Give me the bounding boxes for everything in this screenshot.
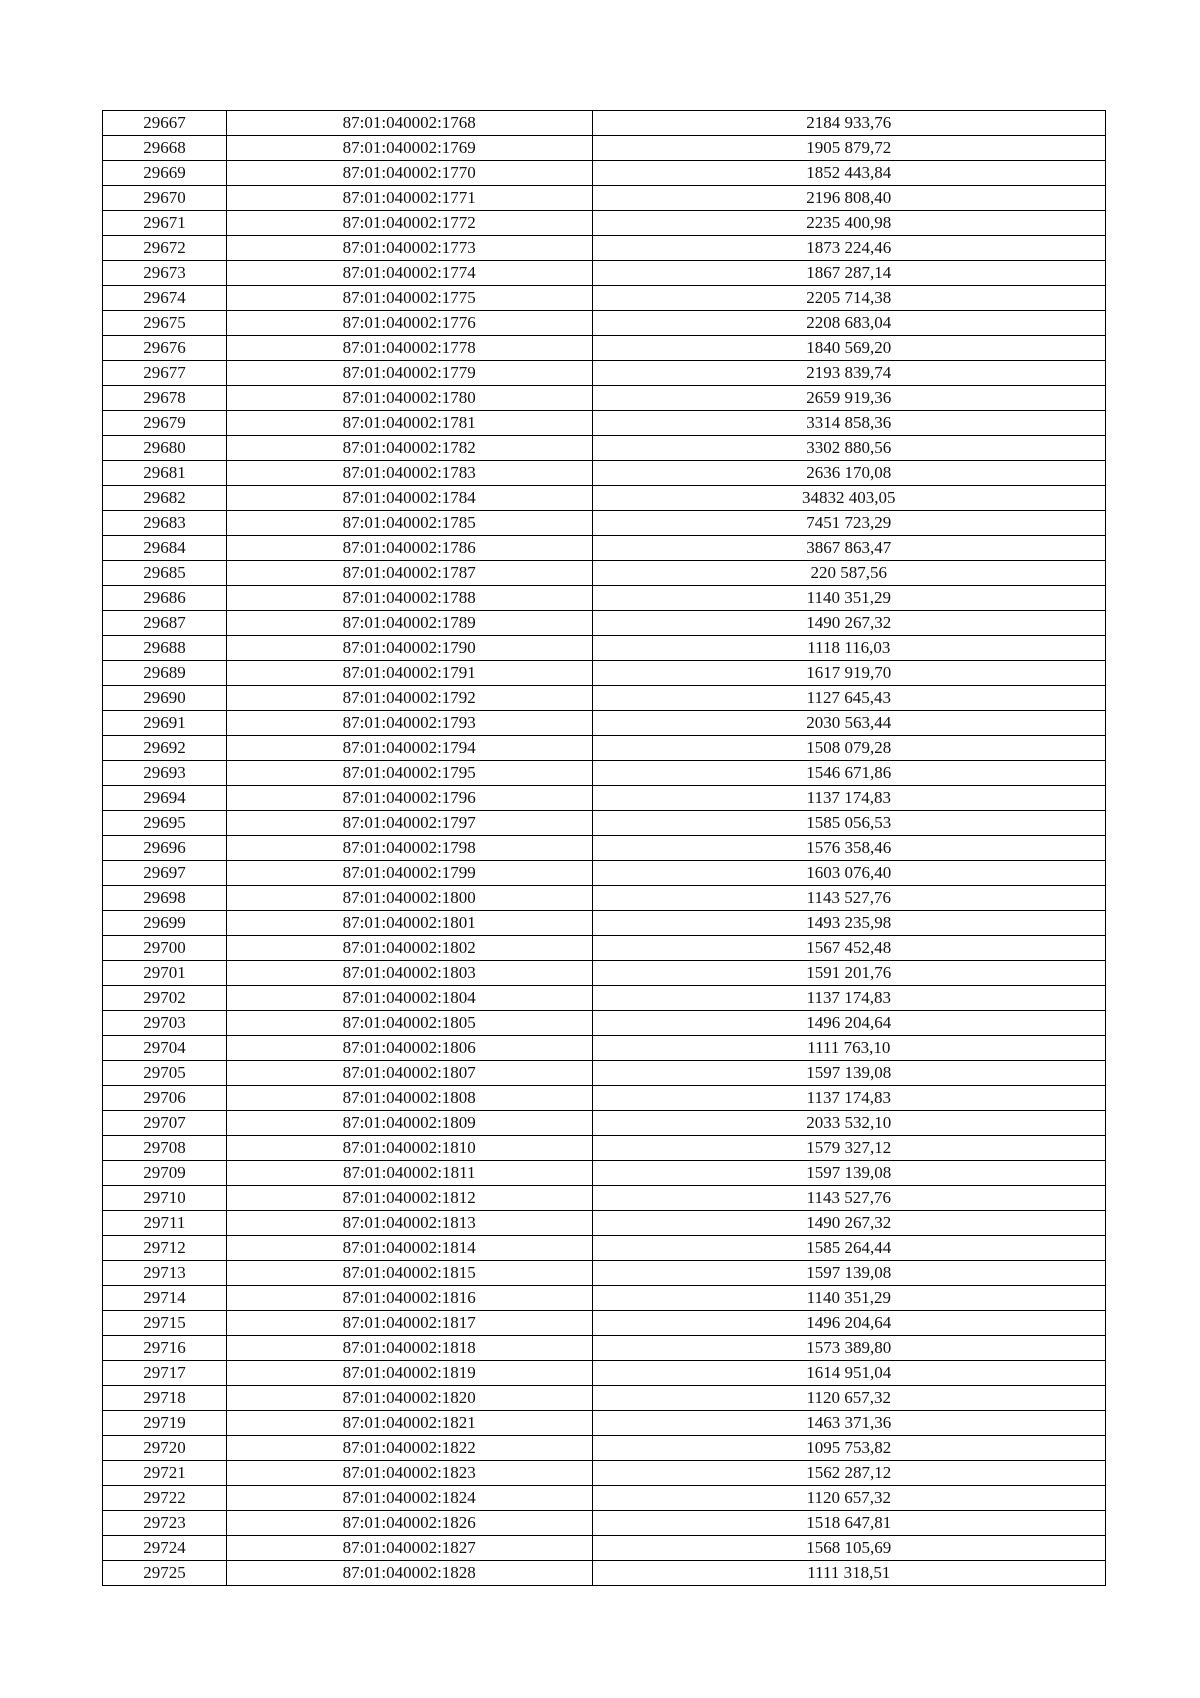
table-row: [103, 1186, 1106, 1211]
cadastral-number-cell: 87:01:040002:1799: [226, 861, 592, 886]
cadastral-number-cell: 87:01:040002:1791: [226, 661, 592, 686]
row-number-cell: 29697: [103, 861, 227, 886]
cadastral-number-cell: 87:01:040002:1811: [226, 1161, 592, 1186]
table-row: [103, 786, 1106, 811]
cadastral-number-cell: 87:01:040002:1816: [226, 1286, 592, 1311]
table-row: [103, 486, 1106, 511]
table-row: [103, 536, 1106, 561]
cadastral-value-cell: 1568 105,69: [592, 1536, 1105, 1561]
cadastral-value-cell: 1140 351,29: [592, 1286, 1105, 1311]
cadastral-number-cell: 87:01:040002:1817: [226, 1311, 592, 1336]
cadastral-value-cell: 1095 753,82: [592, 1436, 1105, 1461]
cadastral-number-cell: 87:01:040002:1805: [226, 1011, 592, 1036]
row-number-cell: 29689: [103, 661, 227, 686]
cadastral-value-cell: 1591 201,76: [592, 961, 1105, 986]
table-row: [103, 1011, 1106, 1036]
row-number-cell: 29694: [103, 786, 227, 811]
table-row: [103, 311, 1106, 336]
table-body: [103, 111, 1106, 1586]
table-row: [103, 361, 1106, 386]
cadastral-value-cell: 1518 647,81: [592, 1511, 1105, 1536]
cadastral-value-cell: 1118 116,03: [592, 636, 1105, 661]
table-row: [103, 1136, 1106, 1161]
cadastral-value-cell: 1143 527,76: [592, 886, 1105, 911]
table-row: [103, 686, 1106, 711]
row-number-cell: 29681: [103, 461, 227, 486]
row-number-cell: 29686: [103, 586, 227, 611]
cadastral-number-cell: 87:01:040002:1789: [226, 611, 592, 636]
table-row: [103, 561, 1106, 586]
table-row: [103, 836, 1106, 861]
cadastral-number-cell: 87:01:040002:1776: [226, 311, 592, 336]
cadastral-value-cell: 1597 139,08: [592, 1161, 1105, 1186]
table-row: [103, 261, 1106, 286]
table-row: [103, 611, 1106, 636]
row-number-cell: 29712: [103, 1236, 227, 1261]
row-number-cell: 29715: [103, 1311, 227, 1336]
row-number-cell: 29720: [103, 1436, 227, 1461]
cadastral-value-cell: 2636 170,08: [592, 461, 1105, 486]
cadastral-number-cell: 87:01:040002:1794: [226, 736, 592, 761]
row-number-cell: 29677: [103, 361, 227, 386]
table-row: [103, 761, 1106, 786]
cadastral-value-cell: 1111 318,51: [592, 1561, 1105, 1586]
row-number-cell: 29724: [103, 1536, 227, 1561]
cadastral-value-cell: 220 587,56: [592, 561, 1105, 586]
cadastral-value-cell: 2659 919,36: [592, 386, 1105, 411]
row-number-cell: 29719: [103, 1411, 227, 1436]
table-row: [103, 1061, 1106, 1086]
cadastral-number-cell: 87:01:040002:1796: [226, 786, 592, 811]
cadastral-number-cell: 87:01:040002:1788: [226, 586, 592, 611]
cadastral-value-cell: 1140 351,29: [592, 586, 1105, 611]
table-row: [103, 111, 1106, 136]
cadastral-number-cell: 87:01:040002:1768: [226, 111, 592, 136]
cadastral-number-cell: 87:01:040002:1798: [226, 836, 592, 861]
table-row: [103, 636, 1106, 661]
cadastral-number-cell: 87:01:040002:1785: [226, 511, 592, 536]
table-row: [103, 211, 1106, 236]
cadastral-number-cell: 87:01:040002:1779: [226, 361, 592, 386]
table-row: [103, 1261, 1106, 1286]
cadastral-value-cell: 1463 371,36: [592, 1411, 1105, 1436]
table-row: [103, 136, 1106, 161]
cadastral-value-cell: 2184 933,76: [592, 111, 1105, 136]
row-number-cell: 29696: [103, 836, 227, 861]
row-number-cell: 29672: [103, 236, 227, 261]
cadastral-number-cell: 87:01:040002:1818: [226, 1336, 592, 1361]
cadastral-value-cell: 1120 657,32: [592, 1386, 1105, 1411]
row-number-cell: 29714: [103, 1286, 227, 1311]
table-row: [103, 386, 1106, 411]
row-number-cell: 29673: [103, 261, 227, 286]
row-number-cell: 29717: [103, 1361, 227, 1386]
row-number-cell: 29702: [103, 986, 227, 1011]
table-row: [103, 461, 1106, 486]
cadastral-number-cell: 87:01:040002:1786: [226, 536, 592, 561]
table-row: [103, 336, 1106, 361]
cadastral-value-cell: 1840 569,20: [592, 336, 1105, 361]
cadastral-number-cell: 87:01:040002:1815: [226, 1261, 592, 1286]
cadastral-value-cell: 2030 563,44: [592, 711, 1105, 736]
cadastral-value-cell: 1493 235,98: [592, 911, 1105, 936]
row-number-cell: 29668: [103, 136, 227, 161]
table-row: [103, 861, 1106, 886]
cadastral-number-cell: 87:01:040002:1771: [226, 186, 592, 211]
table-row: [103, 711, 1106, 736]
row-number-cell: 29691: [103, 711, 227, 736]
cadastral-number-cell: 87:01:040002:1806: [226, 1036, 592, 1061]
table-row: [103, 1286, 1106, 1311]
row-number-cell: 29685: [103, 561, 227, 586]
row-number-cell: 29695: [103, 811, 227, 836]
cadastral-value-cell: 1579 327,12: [592, 1136, 1105, 1161]
cadastral-value-cell: 7451 723,29: [592, 511, 1105, 536]
cadastral-number-cell: 87:01:040002:1822: [226, 1436, 592, 1461]
row-number-cell: 29690: [103, 686, 227, 711]
cadastral-number-cell: 87:01:040002:1797: [226, 811, 592, 836]
cadastral-number-cell: 87:01:040002:1808: [226, 1086, 592, 1111]
cadastral-number-cell: 87:01:040002:1802: [226, 936, 592, 961]
cadastral-value-cell: 1905 879,72: [592, 136, 1105, 161]
row-number-cell: 29703: [103, 1011, 227, 1036]
table-row: [103, 1386, 1106, 1411]
row-number-cell: 29709: [103, 1161, 227, 1186]
row-number-cell: 29722: [103, 1486, 227, 1511]
cadastral-number-cell: 87:01:040002:1790: [226, 636, 592, 661]
table-row: [103, 186, 1106, 211]
cadastral-value-table: [102, 110, 1106, 1586]
cadastral-value-cell: 3867 863,47: [592, 536, 1105, 561]
row-number-cell: 29705: [103, 1061, 227, 1086]
row-number-cell: 29725: [103, 1561, 227, 1586]
cadastral-number-cell: 87:01:040002:1819: [226, 1361, 592, 1386]
row-number-cell: 29718: [103, 1386, 227, 1411]
cadastral-value-cell: 1127 645,43: [592, 686, 1105, 711]
cadastral-value-cell: 1137 174,83: [592, 786, 1105, 811]
row-number-cell: 29723: [103, 1511, 227, 1536]
row-number-cell: 29721: [103, 1461, 227, 1486]
cadastral-value-cell: 2205 714,38: [592, 286, 1105, 311]
cadastral-number-cell: 87:01:040002:1773: [226, 236, 592, 261]
cadastral-number-cell: 87:01:040002:1814: [226, 1236, 592, 1261]
cadastral-value-cell: 1576 358,46: [592, 836, 1105, 861]
cadastral-number-cell: 87:01:040002:1792: [226, 686, 592, 711]
cadastral-number-cell: 87:01:040002:1772: [226, 211, 592, 236]
table-row: [103, 1511, 1106, 1536]
table-row: [103, 511, 1106, 536]
table-row: [103, 1311, 1106, 1336]
cadastral-number-cell: 87:01:040002:1769: [226, 136, 592, 161]
cadastral-value-cell: 34832 403,05: [592, 486, 1105, 511]
table-row: [103, 436, 1106, 461]
cadastral-value-cell: 1567 452,48: [592, 936, 1105, 961]
cadastral-value-cell: 1617 919,70: [592, 661, 1105, 686]
row-number-cell: 29699: [103, 911, 227, 936]
table-row: [103, 1111, 1106, 1136]
table-row: [103, 886, 1106, 911]
row-number-cell: 29710: [103, 1186, 227, 1211]
cadastral-number-cell: 87:01:040002:1827: [226, 1536, 592, 1561]
table-row: [103, 661, 1106, 686]
cadastral-number-cell: 87:01:040002:1828: [226, 1561, 592, 1586]
row-number-cell: 29678: [103, 386, 227, 411]
cadastral-number-cell: 87:01:040002:1778: [226, 336, 592, 361]
row-number-cell: 29701: [103, 961, 227, 986]
table-row: [103, 811, 1106, 836]
cadastral-value-cell: 1852 443,84: [592, 161, 1105, 186]
row-number-cell: 29704: [103, 1036, 227, 1061]
cadastral-value-cell: 1120 657,32: [592, 1486, 1105, 1511]
row-number-cell: 29670: [103, 186, 227, 211]
table-row: [103, 1411, 1106, 1436]
table-row: [103, 1236, 1106, 1261]
cadastral-value-cell: 1143 527,76: [592, 1186, 1105, 1211]
cadastral-number-cell: 87:01:040002:1795: [226, 761, 592, 786]
cadastral-number-cell: 87:01:040002:1810: [226, 1136, 592, 1161]
cadastral-value-cell: 1496 204,64: [592, 1011, 1105, 1036]
row-number-cell: 29688: [103, 636, 227, 661]
cadastral-value-cell: 2208 683,04: [592, 311, 1105, 336]
cadastral-number-cell: 87:01:040002:1813: [226, 1211, 592, 1236]
cadastral-number-cell: 87:01:040002:1821: [226, 1411, 592, 1436]
cadastral-value-cell: 3314 858,36: [592, 411, 1105, 436]
cadastral-number-cell: 87:01:040002:1774: [226, 261, 592, 286]
row-number-cell: 29676: [103, 336, 227, 361]
cadastral-value-cell: 1508 079,28: [592, 736, 1105, 761]
cadastral-value-cell: 1614 951,04: [592, 1361, 1105, 1386]
row-number-cell: 29679: [103, 411, 227, 436]
row-number-cell: 29669: [103, 161, 227, 186]
cadastral-number-cell: 87:01:040002:1781: [226, 411, 592, 436]
cadastral-value-cell: 2196 808,40: [592, 186, 1105, 211]
table-row: [103, 1086, 1106, 1111]
row-number-cell: 29682: [103, 486, 227, 511]
cadastral-value-cell: 1873 224,46: [592, 236, 1105, 261]
cadastral-number-cell: 87:01:040002:1780: [226, 386, 592, 411]
row-number-cell: 29693: [103, 761, 227, 786]
row-number-cell: 29680: [103, 436, 227, 461]
cadastral-number-cell: 87:01:040002:1801: [226, 911, 592, 936]
table-row: [103, 1461, 1106, 1486]
cadastral-value-cell: 1867 287,14: [592, 261, 1105, 286]
cadastral-number-cell: 87:01:040002:1812: [226, 1186, 592, 1211]
row-number-cell: 29711: [103, 1211, 227, 1236]
cadastral-number-cell: 87:01:040002:1770: [226, 161, 592, 186]
row-number-cell: 29698: [103, 886, 227, 911]
table-row: [103, 1211, 1106, 1236]
row-number-cell: 29683: [103, 511, 227, 536]
cadastral-value-cell: 2235 400,98: [592, 211, 1105, 236]
row-number-cell: 29700: [103, 936, 227, 961]
table-row: [103, 286, 1106, 311]
cadastral-value-cell: 1603 076,40: [592, 861, 1105, 886]
table-row: [103, 986, 1106, 1011]
cadastral-number-cell: 87:01:040002:1793: [226, 711, 592, 736]
cadastral-number-cell: 87:01:040002:1775: [226, 286, 592, 311]
table-row: [103, 236, 1106, 261]
table-row: [103, 936, 1106, 961]
table-row: [103, 911, 1106, 936]
cadastral-number-cell: 87:01:040002:1807: [226, 1061, 592, 1086]
cadastral-value-cell: 1573 389,80: [592, 1336, 1105, 1361]
cadastral-number-cell: 87:01:040002:1826: [226, 1511, 592, 1536]
cadastral-number-cell: 87:01:040002:1823: [226, 1461, 592, 1486]
cadastral-value-cell: 1562 287,12: [592, 1461, 1105, 1486]
cadastral-value-cell: 1137 174,83: [592, 986, 1105, 1011]
cadastral-value-cell: 3302 880,56: [592, 436, 1105, 461]
table-row: [103, 1561, 1106, 1586]
row-number-cell: 29716: [103, 1336, 227, 1361]
cadastral-number-cell: 87:01:040002:1782: [226, 436, 592, 461]
row-number-cell: 29684: [103, 536, 227, 561]
table-row: [103, 411, 1106, 436]
row-number-cell: 29708: [103, 1136, 227, 1161]
table-row: [103, 961, 1106, 986]
row-number-cell: 29692: [103, 736, 227, 761]
cadastral-number-cell: 87:01:040002:1804: [226, 986, 592, 1011]
table-row: [103, 736, 1106, 761]
row-number-cell: 29667: [103, 111, 227, 136]
cadastral-value-cell: 1597 139,08: [592, 1261, 1105, 1286]
row-number-cell: 29707: [103, 1111, 227, 1136]
cadastral-value-cell: 1546 671,86: [592, 761, 1105, 786]
cadastral-number-cell: 87:01:040002:1820: [226, 1386, 592, 1411]
cadastral-number-cell: 87:01:040002:1803: [226, 961, 592, 986]
row-number-cell: 29674: [103, 286, 227, 311]
cadastral-value-cell: 1496 204,64: [592, 1311, 1105, 1336]
cadastral-number-cell: 87:01:040002:1784: [226, 486, 592, 511]
table-row: [103, 1536, 1106, 1561]
cadastral-number-cell: 87:01:040002:1783: [226, 461, 592, 486]
row-number-cell: 29675: [103, 311, 227, 336]
table-row: [103, 161, 1106, 186]
cadastral-value-cell: 1585 056,53: [592, 811, 1105, 836]
cadastral-number-cell: 87:01:040002:1787: [226, 561, 592, 586]
cadastral-value-cell: 1585 264,44: [592, 1236, 1105, 1261]
row-number-cell: 29706: [103, 1086, 227, 1111]
cadastral-value-cell: 2193 839,74: [592, 361, 1105, 386]
table-row: [103, 1361, 1106, 1386]
table-row: [103, 1486, 1106, 1511]
row-number-cell: 29687: [103, 611, 227, 636]
table-row: [103, 1336, 1106, 1361]
cadastral-value-cell: 1111 763,10: [592, 1036, 1105, 1061]
table-row: [103, 1036, 1106, 1061]
table-row: [103, 586, 1106, 611]
cadastral-number-cell: 87:01:040002:1824: [226, 1486, 592, 1511]
cadastral-value-cell: 1490 267,32: [592, 611, 1105, 636]
cadastral-number-cell: 87:01:040002:1800: [226, 886, 592, 911]
cadastral-value-cell: 1490 267,32: [592, 1211, 1105, 1236]
row-number-cell: 29671: [103, 211, 227, 236]
row-number-cell: 29713: [103, 1261, 227, 1286]
cadastral-number-cell: 87:01:040002:1809: [226, 1111, 592, 1136]
cadastral-value-cell: 2033 532,10: [592, 1111, 1105, 1136]
table-row: [103, 1436, 1106, 1461]
table-row: [103, 1161, 1106, 1186]
cadastral-value-cell: 1597 139,08: [592, 1061, 1105, 1086]
cadastral-value-cell: 1137 174,83: [592, 1086, 1105, 1111]
